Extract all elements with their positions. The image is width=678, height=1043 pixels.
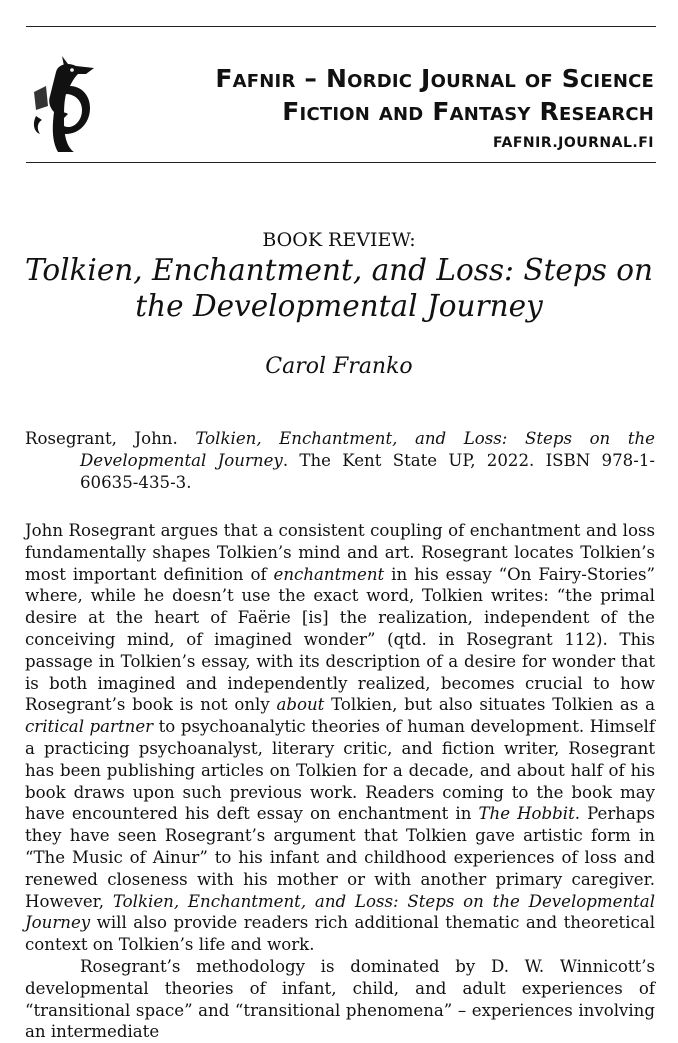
review-body bbox=[25, 520, 655, 1043]
header-bottom-rule bbox=[26, 162, 656, 163]
book-citation bbox=[25, 428, 655, 494]
journal-title-line-1: Fafnir – Nordic Journal of Science bbox=[215, 64, 654, 93]
body-paragraph-2: Rosegrant’s methodology is dominated by D. W. Winnicott’s developmental theories of infant, child, and adult experiences of “transitional space” and “transitional phenomena” – experiences involving an intermediate bbox=[25, 956, 655, 1042]
citation-title: Tolkien, Enchantment, and Loss: Steps on the Developmental Journey bbox=[80, 429, 656, 470]
review-author: Carol Franko bbox=[265, 354, 413, 379]
review-label: BOOK REVIEW: bbox=[262, 229, 416, 251]
article-title: Tolkien, Enchantment, and Loss: Steps on the Developmental Journey bbox=[24, 253, 654, 323]
body-paragraph-1: John Rosegrant argues that a consistent coupling of enchantment and loss fundamentally shapes Tolkien’s mind and art. Rosegrant locates Tolkien’s most important definition of enchantment in his essay “On Fairy-Stories” where, while he doesn’t use the exact word, Tolkien writes: “the primal desire at the heart of Faërie [is] the realization, independent of the conceiving mind, of imagined wonder” (qtd. in Rosegrant 112). This passage in Tolkien’s essay, with its description of a desire for wonder that is both imagined and independently realized, becomes crucial to how Rosegrant’s book is not only about Tolkien, but also situates Tolkien as a critical partner to psychoanalytic theories of human development. Himself a practicing psychoanalyst, literary critic, and fiction writer, Rosegrant has been publishing articles on Tolkien for a decade, and about half of his book draws upon such previous work. Readers coming to the book may have encountered his deft essay on enchantment in The Hobbit. Perhaps they have seen Rosegrant’s argument that Tolkien gave artistic form in “The Music of Ainur” to his infant and childhood experiences of loss and renewed closeness with his mother or with another primary caregiver. However, Tolkien, Enchantment, and Loss: Steps on the Developmental Journey will also provide readers rich additional thematic and theoretical context on Tolkien’s life and work. bbox=[25, 521, 655, 955]
dragon-logo-icon bbox=[28, 52, 100, 154]
journal-url[interactable]: FAFNIR.JOURNAL.FI bbox=[493, 135, 654, 151]
journal-masthead bbox=[215, 62, 654, 156]
header-top-rule bbox=[26, 26, 656, 27]
citation-author: Rosegrant, John. bbox=[25, 429, 178, 448]
journal-title-line-2: Fiction and Fantasy Research bbox=[282, 97, 654, 126]
citation-publisher: . The Kent State UP, 2022. ISBN 978-1-60635-435-3. bbox=[80, 451, 655, 492]
